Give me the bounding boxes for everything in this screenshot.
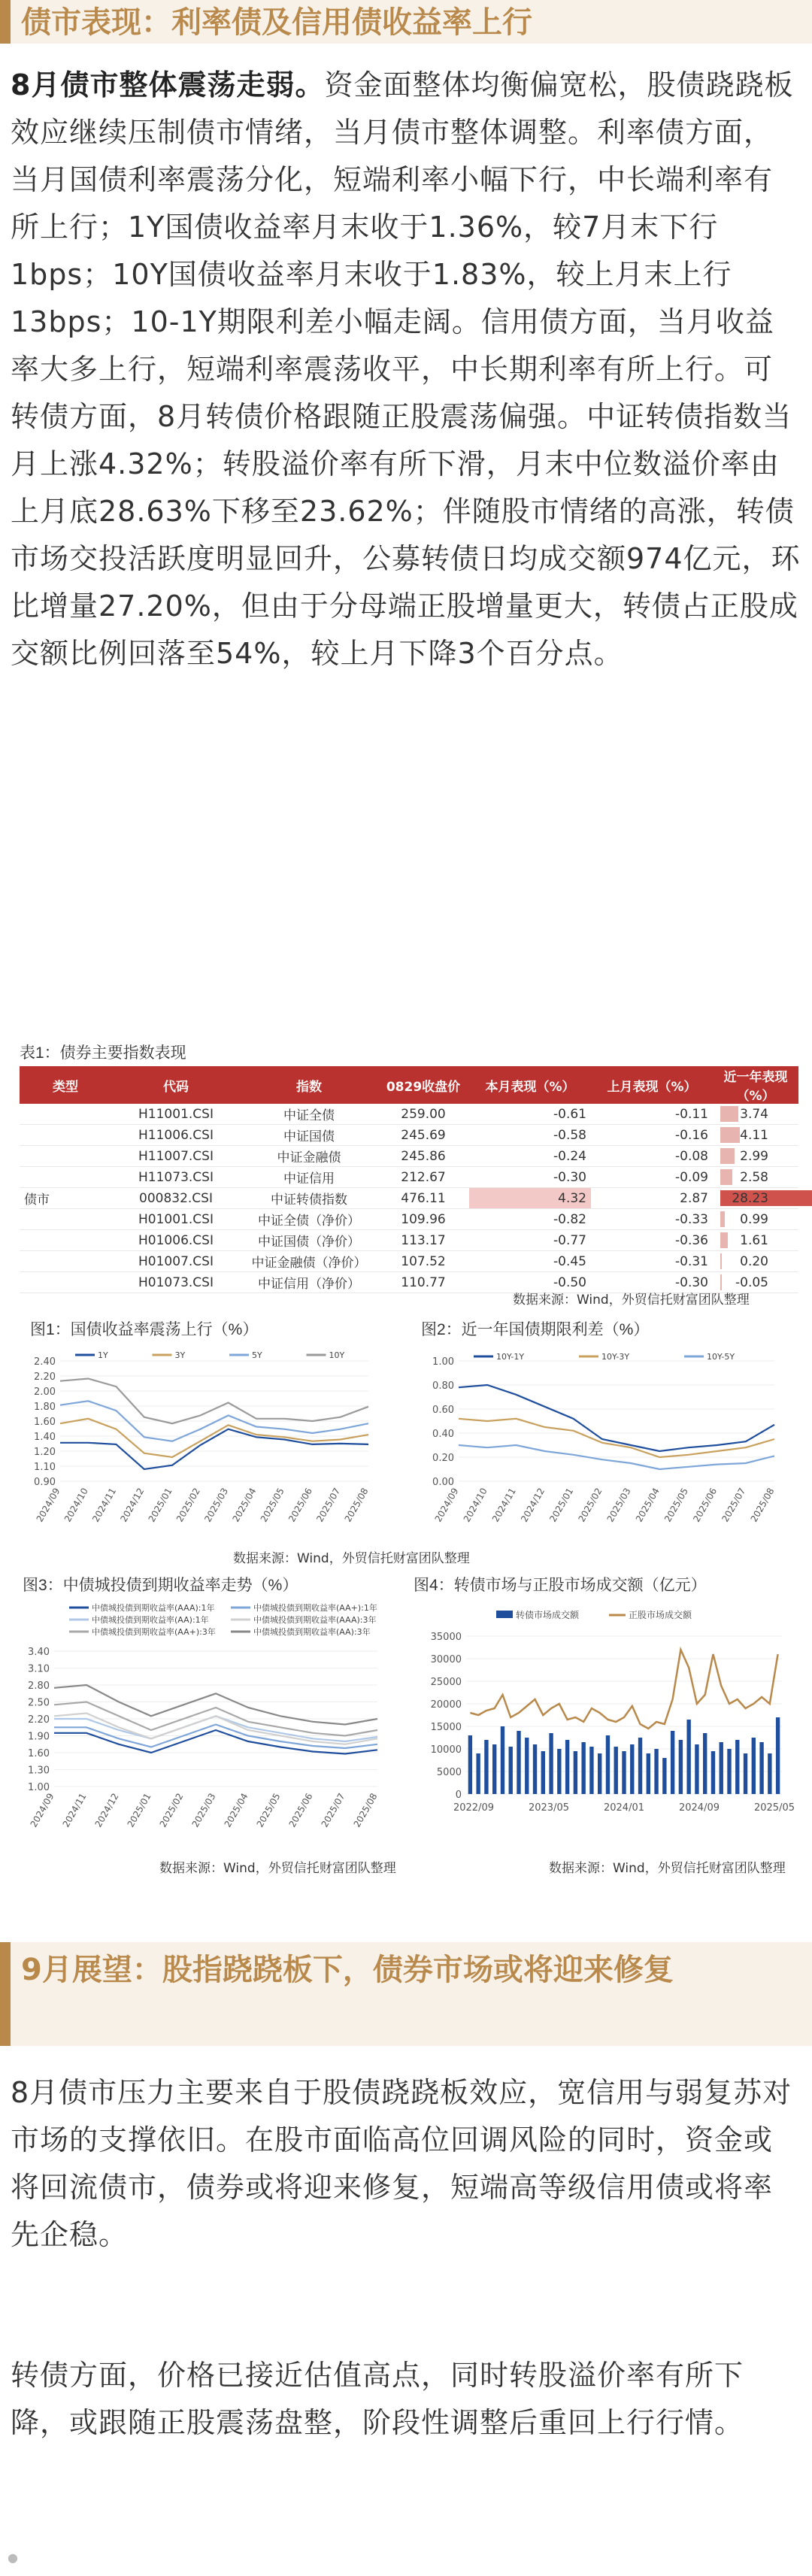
bar [711,1751,715,1794]
y-tick-label: 1.60 [34,1417,56,1428]
x-tick-label: 2025/08 [342,1486,371,1524]
cell-prev-month: -0.16 [591,1125,713,1146]
bar [662,1758,666,1794]
chart4-turnover-bars [414,1599,797,1847]
cell-month: -0.77 [469,1230,591,1251]
legend-label: 10Y [329,1350,345,1360]
chart2-title: 图2：近一年国债期限利差（%） [421,1321,650,1338]
cell-close: 245.69 [377,1125,469,1146]
year-value: 0.20 [740,1254,768,1269]
section-title-september-outlook: 9月展望：股指跷跷板下，债券市场或将迎来修复 [0,1942,812,2046]
bar [517,1731,520,1794]
cell-type [20,1230,111,1251]
cell-type [20,1125,111,1146]
legend-label: 10Y-1Y [496,1352,525,1362]
cell-close: 476.11 [377,1188,469,1209]
series-line [54,1725,377,1749]
legend-label: 正股市场成交额 [629,1610,692,1620]
x-tick-label: 2024/09 [34,1486,62,1524]
y-tick-label: 15000 [430,1722,462,1733]
y-tick-label: 3.10 [28,1663,50,1675]
y-tick-label: 2.00 [34,1386,56,1398]
x-tick-label: 2024/10 [461,1486,489,1524]
legend-label: 中债城投债到期收益率(AAA):3年 [253,1615,377,1625]
cell-year [713,1209,798,1230]
cell-close: 259.00 [377,1104,469,1125]
x-tick-label: 2024/11 [90,1486,119,1524]
x-tick-label: 2025/07 [314,1486,343,1524]
x-tick-label: 2025/04 [633,1486,662,1524]
cell-index-name: 中证国债（净价） [241,1230,377,1251]
watermark-icon: ● [8,2550,18,2565]
y-tick-label: 0.90 [34,1477,56,1488]
bar [574,1751,577,1794]
legend-label: 中债城投债到期收益率(AA+):1年 [253,1603,377,1613]
y-tick-label: 0.00 [432,1477,454,1488]
cell-year [713,1188,798,1209]
cell-code: H11073.CSI [111,1167,241,1188]
chart3-title: 图3：中债城投债到期收益率走势（%） [23,1577,298,1594]
x-tick-label: 2024/11 [489,1486,518,1524]
table-row [20,1167,798,1188]
cell-year [713,1230,798,1251]
year-value: 3.74 [740,1107,768,1122]
chart1-treasury-yields [23,1346,383,1534]
y-tick-label: 1.80 [34,1402,56,1413]
cell-prev-month: -0.36 [591,1230,713,1251]
cell-type [20,1104,111,1125]
cell-prev-month: -0.08 [591,1146,713,1167]
x-tick-label: 2024/12 [118,1486,147,1524]
cell-year [713,1125,798,1146]
x-tick-label: 2025/05 [258,1486,286,1524]
cell-code: H01006.CSI [111,1230,241,1251]
cell-type [20,1167,111,1188]
cell-month: -0.82 [469,1209,591,1230]
bar [654,1749,658,1794]
legend-label: 中债城投债到期收益率(AA):3年 [253,1627,371,1637]
table-row [20,1251,798,1272]
header-type: 类型 [20,1066,111,1104]
bar [565,1740,569,1794]
cell-month: -0.24 [469,1146,591,1167]
chart3-chengtou-yields [17,1599,392,1847]
table-row [20,1188,798,1209]
cell-index-name: 中证金融债（净价） [241,1251,377,1272]
y-tick-label: 1.60 [28,1748,50,1759]
cell-month: -0.45 [469,1251,591,1272]
legend-label: 3Y [174,1350,186,1360]
bar [581,1742,585,1794]
year-value: -0.05 [735,1275,768,1290]
x-tick-label: 2024/09 [678,1802,720,1814]
x-tick-label: 2025/03 [604,1486,633,1524]
table-row [20,1125,798,1146]
x-tick-label: 2024/10 [62,1486,90,1524]
bar [703,1733,707,1794]
cell-type [20,1209,111,1230]
cell-code: H01001.CSI [111,1209,241,1230]
paragraph-body: 资金面整体均衡偏宽松，股债跷跷板效应继续压制债市情绪，当月债市整体调整。利率债方面，当月国债利率震荡分化，短端利率小幅下行，中长端利率有所上行；1Y国债收益率月末收于1.36%，较7月末下行1bps；10Y国债收益率月末收于1.83%，较上月末上行13bps；10-1Y期限利差小幅走阔。信用债方面，当月收益率大多上行，短端利率震荡收平，中长期利率有所上行。可转债方面，8月转债价格跟随正股震荡偏强。中证转债指数当月上涨4.32%；转股溢价率有所下滑，月末中位数溢价率由上月底28.63%下移至23.62%；伴随股市情绪的高涨，转债市场交投活跃度明显回升，公募转债日均成交额974亿元，环比增量27.20%，但由于分母端正股增量更大，转债占正股成交额比例回落至54%，较上月下降3个百分点。 [11,68,801,670]
bar [614,1747,618,1794]
bar [776,1717,780,1794]
bar [671,1731,674,1794]
bar [679,1740,683,1794]
x-tick-label: 2023/05 [528,1802,570,1814]
year-bar [720,1253,722,1269]
year-value: 2.99 [740,1149,768,1164]
table-caption: 表1：债券主要指数表现 [20,1044,186,1062]
y-tick-label: 5000 [436,1767,462,1778]
x-tick-label: 2025/06 [286,1486,315,1524]
cell-year [713,1104,798,1125]
cell-prev-month: -0.09 [591,1167,713,1188]
y-tick-label: 0.40 [432,1429,454,1440]
series-line [459,1419,774,1457]
bar [744,1753,747,1794]
y-tick-label: 1.00 [432,1356,454,1368]
legend-swatch [496,1611,513,1618]
bar [735,1740,739,1794]
bar [630,1744,634,1794]
bond-index-table [20,1066,798,1293]
bar [598,1753,601,1794]
header-index: 指数 [241,1066,377,1104]
bar [533,1744,537,1794]
y-tick-label: 30000 [430,1654,462,1665]
y-tick-label: 2.20 [34,1371,56,1383]
lead-sentence: 8月债市整体震荡走弱。 [11,68,325,102]
legend-label: 1Y [98,1350,108,1360]
x-tick-label: 2025/07 [720,1486,748,1524]
y-tick-label: 2.80 [28,1680,50,1692]
x-tick-label: 2025/08 [748,1486,777,1524]
y-tick-label: 0.80 [432,1380,454,1392]
cell-close: 110.77 [377,1272,469,1293]
year-bar [720,1148,735,1164]
chart2-term-spreads [417,1346,793,1534]
cell-year [713,1146,798,1167]
table-row [20,1209,798,1230]
series-line [459,1385,774,1451]
chart4-title: 图4：转债市场与正股市场成交额（亿元） [414,1577,707,1594]
y-tick-label: 35000 [430,1632,462,1643]
x-tick-label: 2025/06 [286,1791,315,1829]
x-tick-label: 2025/03 [189,1791,218,1829]
year-value: 4.11 [740,1128,768,1143]
cell-index-name: 中证信用（净价） [241,1272,377,1293]
cell-close: 107.52 [377,1251,469,1272]
bar [720,1742,723,1794]
year-bar [720,1169,732,1185]
cell-index-name: 中证信用 [241,1167,377,1188]
cell-code: H01007.CSI [111,1251,241,1272]
table-source: 数据来源：Wind，外贸信托财富团队整理 [513,1293,750,1308]
cell-code: H01073.CSI [111,1272,241,1293]
y-tick-label: 0 [455,1790,462,1801]
header-code: 代码 [111,1066,241,1104]
y-tick-label: 20000 [430,1699,462,1711]
year-bar [720,1106,738,1122]
cell-type [20,1251,111,1272]
paragraph-outlook-convertibles: 转债方面，价格已接近估值高点，同时转股溢价率有所下降，或跟随正股震荡盘整，阶段性调整后重回上行行情。 [11,2359,744,2439]
bar [525,1738,529,1794]
chart3-source: 数据来源：Wind，外贸信托财富团队整理 [159,1861,396,1876]
bar [752,1738,756,1794]
cell-index-name: 中证转债指数 [241,1188,377,1209]
bar [589,1747,593,1794]
legend-label: 5Y [252,1350,262,1360]
x-tick-label: 2024/09 [432,1486,461,1524]
bar [727,1749,731,1794]
year-bar [720,1127,740,1143]
bar [686,1720,690,1794]
bar [638,1738,642,1794]
bar [492,1744,496,1794]
year-bar [720,1211,725,1227]
legend-label: 中债城投债到期收益率(AAA):1年 [92,1603,215,1613]
bar [647,1753,650,1794]
cell-month: -0.58 [469,1125,591,1146]
bar [622,1751,626,1794]
legend-label: 10Y-3Y [601,1352,630,1362]
section-title-bond-performance: 债市表现：利率债及信用债收益率上行 [0,0,812,44]
x-tick-label: 2025/02 [174,1486,202,1524]
x-tick-label: 2024/09 [28,1791,56,1829]
y-tick-label: 1.00 [28,1782,50,1793]
chart1-2-source: 数据来源：Wind，外贸信托财富团队整理 [233,1551,470,1566]
x-tick-label: 2025/04 [230,1486,259,1524]
bar [695,1744,698,1794]
header-year: 近一年表现（%） [713,1066,798,1104]
year-bar [720,1274,722,1290]
x-tick-label: 2025/02 [576,1486,604,1524]
bar [484,1740,488,1794]
cell-prev-month: -0.33 [591,1209,713,1230]
x-tick-label: 2025/05 [662,1486,691,1524]
bar [768,1753,771,1794]
x-tick-label: 2024/12 [519,1486,547,1524]
cell-index-name: 中证全债 [241,1104,377,1125]
table-row [20,1230,798,1251]
cell-type [20,1272,111,1293]
cell-index-name: 中证全债（净价） [241,1209,377,1230]
x-tick-label: 2025/07 [319,1791,347,1829]
cell-month: -0.30 [469,1167,591,1188]
cell-type: 债市 [20,1188,111,1209]
y-tick-label: 1.20 [34,1447,56,1458]
x-tick-label: 2025/08 [351,1791,380,1829]
y-tick-label: 0.60 [432,1405,454,1416]
x-tick-label: 2025/05 [753,1802,795,1814]
y-tick-label: 0.20 [432,1453,454,1464]
cell-close: 212.67 [377,1167,469,1188]
bar [549,1733,553,1794]
cell-type [20,1146,111,1167]
y-tick-label: 1.90 [28,1731,50,1743]
cell-code: H11001.CSI [111,1104,241,1125]
y-tick-label: 10000 [430,1744,462,1756]
x-tick-label: 2025/01 [125,1791,153,1829]
header-prev-month: 上月表现（%） [591,1066,713,1104]
x-tick-label: 2025/05 [254,1791,283,1829]
y-tick-label: 2.20 [28,1714,50,1726]
y-tick-label: 1.10 [34,1462,56,1473]
cell-code: H11006.CSI [111,1125,241,1146]
cell-prev-month: -0.31 [591,1251,713,1272]
x-tick-label: 2024/01 [603,1802,645,1814]
chart4-source: 数据来源：Wind，外贸信托财富团队整理 [549,1861,786,1876]
cell-prev-month: -0.11 [591,1104,713,1125]
x-tick-label: 2025/06 [691,1486,720,1524]
bar [468,1735,472,1794]
bar [509,1747,513,1794]
y-tick-label: 1.30 [28,1765,50,1777]
cell-code: H11007.CSI [111,1146,241,1167]
y-tick-label: 2.50 [28,1697,50,1709]
series-line [470,1650,777,1729]
series-line [60,1429,368,1469]
x-tick-label: 2024/11 [60,1791,89,1829]
cell-year [713,1167,798,1188]
bar [606,1735,610,1794]
legend-label: 中债城投债到期收益率(AA+):3年 [92,1627,216,1637]
cell-month: -0.50 [469,1272,591,1293]
legend-label: 中债城投债到期收益率(AA):1年 [92,1615,209,1625]
table-row [20,1146,798,1167]
year-value: 2.58 [740,1170,768,1185]
legend-label: 转债市场成交额 [516,1610,580,1620]
cell-close: 113.17 [377,1230,469,1251]
chart1-title: 图1：国债收益率震荡上行（%） [30,1321,259,1338]
x-tick-label: 2022/09 [453,1802,495,1814]
header-close: 0829收盘价 [377,1066,469,1104]
y-tick-label: 3.40 [28,1647,50,1658]
y-tick-label: 25000 [430,1677,462,1688]
x-tick-label: 2025/01 [547,1486,576,1524]
bar [501,1726,504,1794]
cell-close: 245.86 [377,1146,469,1167]
cell-prev-month: 2.87 [591,1188,713,1209]
cell-code: 000832.CSI [111,1188,241,1209]
x-tick-label: 2025/04 [222,1791,250,1829]
cell-month: -0.61 [469,1104,591,1125]
header-month: 本月表现（%） [469,1066,591,1104]
paragraph-outlook-bonds: 8月债市压力主要来自于股债跷跷板效应，宽信用与弱复苏对市场的支撑依旧。在股市面临高位回调风险的同时，资金或将回流债市，债券或将迎来修复，短端高等级信用债或将率先企稳。 [11,2076,792,2251]
x-tick-label: 2025/02 [157,1791,186,1829]
cell-close: 109.96 [377,1209,469,1230]
table-row [20,1104,798,1125]
x-tick-label: 2025/03 [202,1486,231,1524]
cell-month: 4.32 [469,1188,591,1209]
cell-prev-month: -0.30 [591,1272,713,1293]
y-tick-label: 1.40 [34,1432,56,1443]
y-tick-label: 2.40 [34,1356,56,1368]
legend-label: 10Y-5Y [707,1352,735,1362]
series-line [60,1379,368,1424]
year-bar [720,1232,728,1248]
paragraph-august-review [11,62,801,677]
bar [557,1749,561,1794]
table-header-row [20,1066,798,1104]
x-tick-label: 2024/12 [92,1791,121,1829]
bar [759,1742,763,1794]
cell-index-name: 中证国债 [241,1125,377,1146]
year-value: 0.99 [740,1212,768,1227]
year-value: 28.23 [732,1191,768,1206]
cell-year [713,1251,798,1272]
cell-index-name: 中证金融债 [241,1146,377,1167]
x-tick-label: 2025/01 [146,1486,174,1524]
year-value: 1.61 [740,1233,768,1248]
bar [541,1751,545,1794]
bar [476,1753,480,1794]
